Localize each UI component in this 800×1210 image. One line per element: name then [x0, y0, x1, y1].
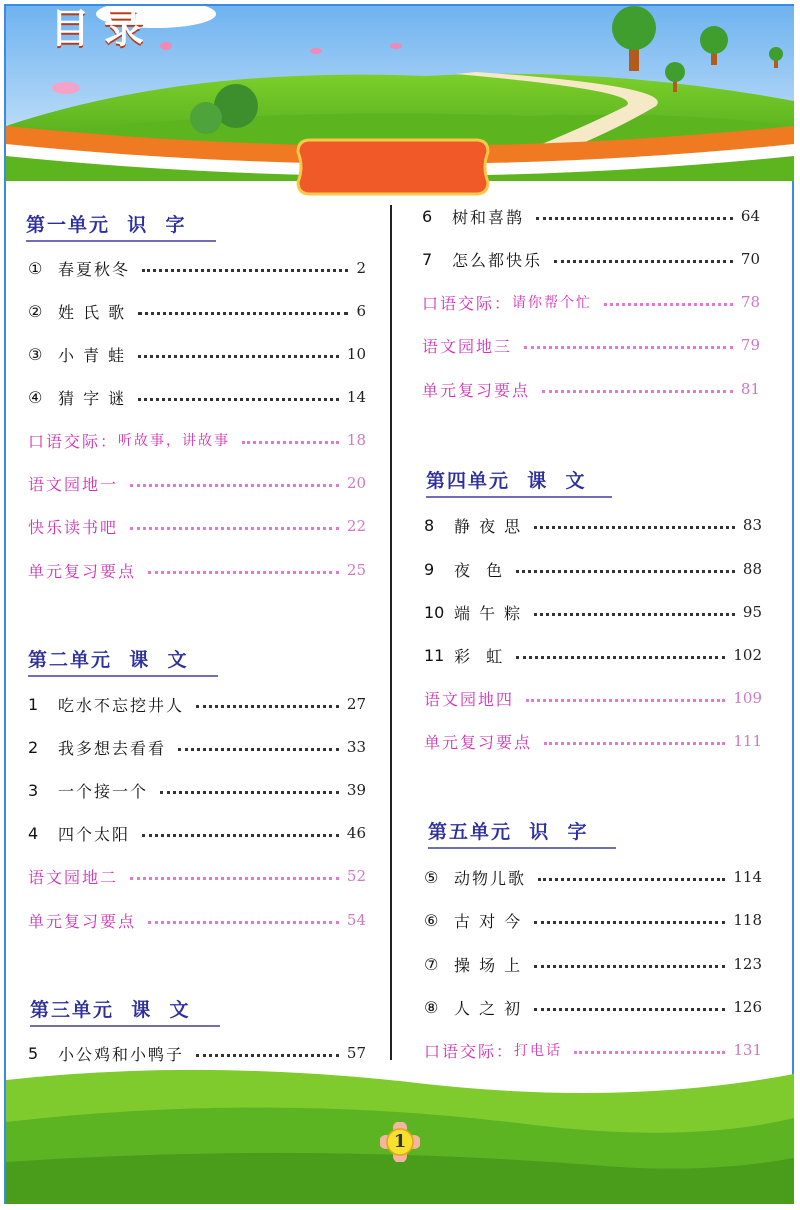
leader-dots	[196, 1054, 339, 1057]
toc-entry[interactable]	[424, 600, 762, 624]
entry-page: 52	[346, 867, 366, 885]
page-title: 目录	[50, 6, 158, 52]
entry-number: 2	[28, 737, 39, 757]
leader-dots	[142, 269, 348, 272]
leader-dots	[148, 571, 339, 574]
entry-page: 78	[740, 293, 760, 311]
entry-title: 单元复习要点	[424, 732, 533, 752]
leader-dots	[142, 834, 339, 837]
leader-dots	[544, 742, 725, 745]
entry-number: ④	[28, 387, 43, 407]
entry-page: 70	[740, 250, 760, 268]
unit-5-heading: 第五单元 识 字	[428, 817, 616, 849]
entry-number: 10	[424, 602, 445, 622]
entry-title: 彩 虹	[454, 646, 505, 666]
leader-dots	[574, 1051, 725, 1054]
entry-title: 吃水不忘挖井人	[58, 695, 185, 715]
unit-3-heading: 第三单元 课 文	[30, 995, 220, 1027]
entry-title: 语文园地四	[424, 689, 515, 709]
leader-dots	[534, 526, 735, 529]
entry-title: 操 场 上	[454, 955, 523, 975]
entry-page: 88	[742, 560, 762, 578]
entry-page: 14	[346, 388, 366, 406]
entry-title: 古 对 今	[454, 911, 523, 931]
leader-dots	[130, 877, 339, 880]
entry-title: 猜 字 谜	[58, 388, 127, 408]
toc-entry[interactable]	[28, 692, 366, 716]
leader-dots	[160, 791, 339, 794]
leader-dots	[534, 965, 725, 968]
toc-entry[interactable]	[28, 908, 366, 932]
entry-number: 1	[28, 694, 39, 714]
leader-dots	[534, 921, 725, 924]
entry-subtitle: 请你帮个忙	[512, 295, 593, 311]
leader-dots	[138, 398, 339, 401]
entry-number: 4	[28, 823, 39, 843]
entry-page: 2	[356, 259, 366, 277]
toc-entry[interactable]	[28, 558, 366, 582]
leader-dots	[538, 878, 725, 881]
toc-entry[interactable]	[28, 471, 366, 495]
leader-dots	[196, 705, 339, 708]
entry-number: 5	[28, 1043, 39, 1063]
leader-dots	[526, 699, 725, 702]
leader-dots	[138, 312, 348, 315]
unit-1-heading: 第一单元 识 字	[26, 210, 216, 242]
entry-page: 10	[346, 345, 366, 363]
leader-dots	[542, 390, 733, 393]
leader-dots	[516, 570, 735, 573]
toc-entry[interactable]	[422, 247, 760, 271]
entry-page: 79	[740, 336, 760, 354]
entry-title: 春夏秋冬	[58, 259, 131, 279]
entry-page: 131	[733, 1041, 762, 1059]
entry-title: 端 午 粽	[454, 603, 523, 623]
entry-title: 树和喜鹊	[452, 207, 525, 227]
entry-subtitle: 打电话	[514, 1043, 563, 1059]
toc-entry[interactable]	[422, 290, 760, 314]
entry-title: 四个太阳	[58, 824, 131, 844]
entry-page: 27	[346, 695, 366, 713]
leader-dots	[524, 346, 733, 349]
entry-page: 123	[733, 955, 762, 973]
entry-page: 25	[346, 561, 366, 579]
unit-2-heading: 第二单元 课 文	[28, 645, 218, 677]
toc-entry[interactable]	[28, 299, 366, 323]
entry-title: 姓 氏 歌	[58, 302, 127, 322]
toc-entry[interactable]	[28, 778, 366, 802]
entry-page: 6	[356, 302, 366, 320]
leader-dots	[242, 441, 339, 444]
entry-page: 33	[346, 738, 366, 756]
entry-title: 小 青 蛙	[58, 345, 127, 365]
entry-number: ⑦	[424, 954, 439, 974]
entry-page: 18	[346, 431, 366, 449]
entry-title: 动物儿歌	[454, 868, 527, 888]
entry-title: 单元复习要点	[422, 380, 531, 400]
toc-entry[interactable]	[424, 865, 762, 889]
entry-title: 单元复习要点	[28, 911, 137, 931]
entry-title: 口语交际：	[424, 1041, 515, 1061]
entry-page: 46	[346, 824, 366, 842]
toc-entry[interactable]	[424, 513, 762, 537]
leader-dots	[536, 217, 733, 220]
entry-page: 118	[733, 911, 762, 929]
entry-number: 9	[424, 559, 435, 579]
entry-page: 102	[733, 646, 762, 664]
toc-entry[interactable]	[424, 686, 762, 710]
entry-title: 怎么都快乐	[452, 250, 543, 270]
toc-entry[interactable]	[422, 377, 760, 401]
toc-entry[interactable]	[28, 385, 366, 409]
entry-title: 单元复习要点	[28, 561, 137, 581]
entry-title: 小公鸡和小鸭子	[58, 1044, 185, 1064]
toc-entry[interactable]	[28, 256, 366, 280]
leader-dots	[604, 303, 733, 306]
entry-page: 39	[346, 781, 366, 799]
entry-page: 83	[742, 516, 762, 534]
entry-page: 20	[346, 474, 366, 492]
entry-number: ②	[28, 301, 43, 321]
leader-dots	[148, 921, 339, 924]
entry-page: 95	[742, 603, 762, 621]
entry-number: 3	[28, 780, 39, 800]
entry-title: 口语交际：	[422, 293, 513, 313]
entry-number: 8	[424, 515, 435, 535]
entry-title: 静 夜 思	[454, 516, 523, 536]
toc-entry[interactable]	[424, 952, 762, 976]
leader-dots	[516, 656, 725, 659]
toc-entry[interactable]	[28, 428, 366, 452]
entry-subtitle: 听故事，讲故事	[118, 433, 231, 449]
toc-entry[interactable]	[424, 643, 762, 667]
entry-number: ①	[28, 258, 43, 278]
entry-page: 109	[733, 689, 762, 707]
entry-title: 一个接一个	[58, 781, 149, 801]
entry-title: 口语交际：	[28, 431, 119, 451]
entry-number: 11	[424, 645, 445, 665]
entry-page: 22	[346, 517, 366, 535]
leader-dots	[534, 613, 735, 616]
entry-title: 人 之 初	[454, 998, 523, 1018]
entry-page: 64	[740, 207, 760, 225]
entry-title: 语文园地一	[28, 474, 119, 494]
entry-page: 111	[733, 732, 762, 750]
toc-entry[interactable]	[28, 342, 366, 366]
entry-number: ③	[28, 344, 43, 364]
title-plaque	[296, 138, 490, 196]
entry-number: ⑧	[424, 997, 439, 1017]
leader-dots	[130, 527, 339, 530]
column-divider	[390, 205, 392, 1060]
entry-page: 126	[733, 998, 762, 1016]
entry-number: 6	[422, 206, 433, 226]
entry-number: 7	[422, 249, 433, 269]
toc-entry[interactable]	[28, 821, 366, 845]
toc-entry[interactable]	[28, 735, 366, 759]
leader-dots	[554, 260, 733, 263]
leader-dots	[534, 1008, 725, 1011]
toc-entry[interactable]	[424, 995, 762, 1019]
entry-title: 夜 色	[454, 560, 505, 580]
leader-dots	[178, 748, 339, 751]
toc-entry[interactable]	[28, 864, 366, 888]
entry-page: 57	[346, 1044, 366, 1062]
entry-page: 114	[733, 868, 762, 886]
toc-entry[interactable]	[28, 514, 366, 538]
page-number: 1	[393, 1131, 407, 1152]
toc-entry[interactable]	[422, 333, 760, 357]
unit-4-heading: 第四单元 课 文	[426, 466, 612, 498]
entry-title: 语文园地三	[422, 336, 513, 356]
entry-title: 我多想去看看	[58, 738, 167, 758]
toc-entry[interactable]	[422, 204, 760, 228]
leader-dots	[138, 355, 339, 358]
toc-entry[interactable]	[424, 908, 762, 932]
entry-number: ⑤	[424, 867, 439, 887]
toc-entry[interactable]	[424, 1038, 762, 1062]
entry-number: ⑥	[424, 910, 439, 930]
entry-title: 语文园地二	[28, 867, 119, 887]
toc-entry[interactable]	[424, 557, 762, 581]
toc-entry[interactable]	[424, 729, 762, 753]
entry-page: 81	[740, 380, 760, 398]
leader-dots	[130, 484, 339, 487]
entry-title: 快乐读书吧	[28, 517, 119, 537]
entry-page: 54	[346, 911, 366, 929]
